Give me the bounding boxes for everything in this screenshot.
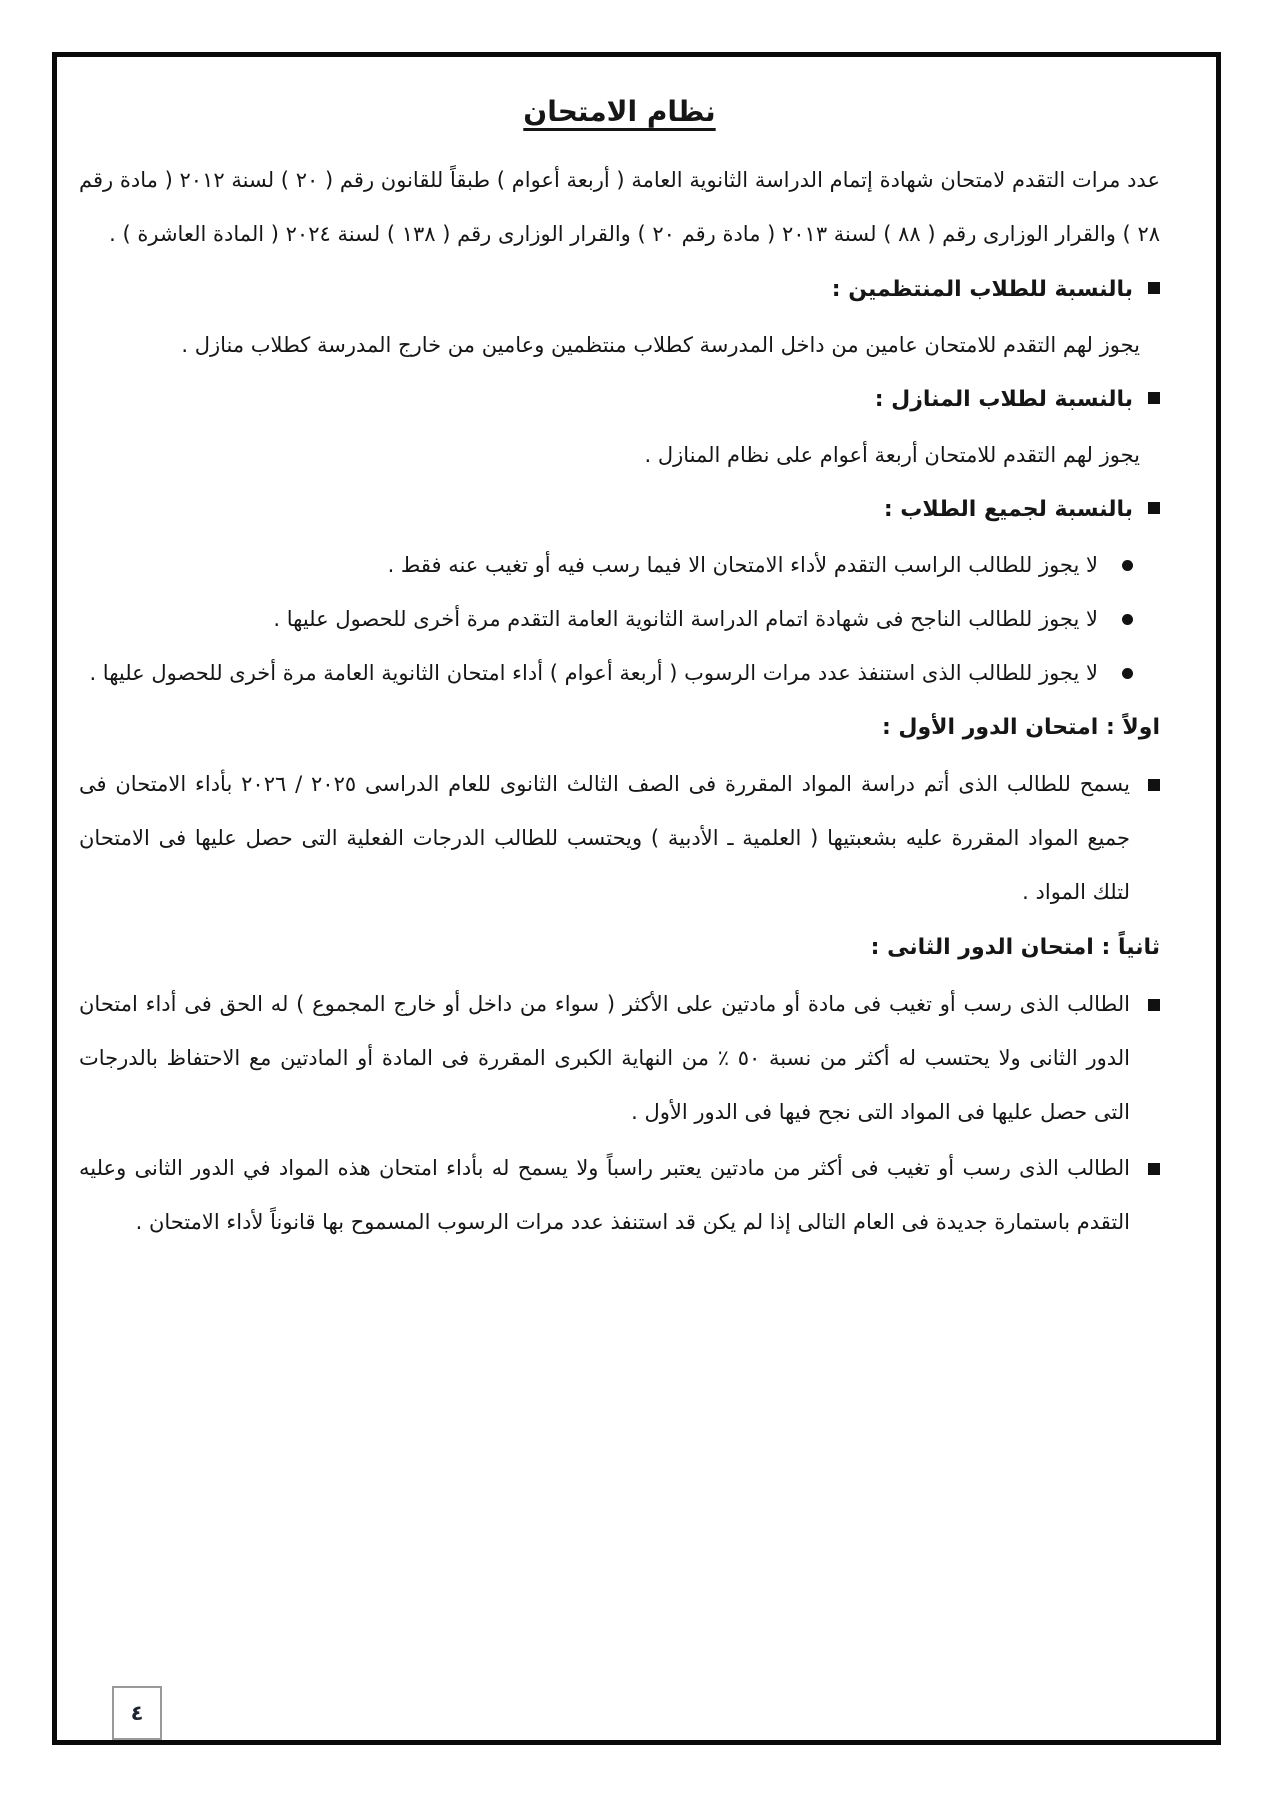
first-round-rule: يسمح للطالب الذى أتم دراسة المواد المقررة فى الصف الثالث الثانوى للعام الدراسى ٢٠٢٥ / ٢٠٢٦ بأداء الامتحان فى جميع المواد المقررة عليه بشعبتيها ( العلمية ـ الأدبية ) ويحتسب للطالب الدرجات الفعلية التى حصل عليها فى الامتحان لتلك المواد . bbox=[79, 772, 1130, 904]
page-border-frame bbox=[52, 52, 1221, 1745]
all-students-rule-1: لا يجوز للطالب الراسب التقدم لأداء الامتحان الا فيما رسب فيه أو تغيب عنه فقط . bbox=[387, 553, 1098, 577]
list-item bbox=[79, 1141, 1160, 1249]
round-bullet-icon bbox=[1122, 614, 1133, 625]
square-bullet-icon bbox=[1148, 502, 1160, 514]
heading-regular-students bbox=[79, 263, 1160, 317]
round-bullet-icon bbox=[1122, 560, 1133, 571]
heading-regular-students-label: بالنسبة للطلاب المنتظمين : bbox=[831, 277, 1133, 302]
list-item bbox=[79, 977, 1160, 1139]
page-number: ٤ bbox=[130, 1701, 144, 1725]
list-item bbox=[79, 538, 1160, 592]
list-item bbox=[79, 592, 1160, 646]
regular-students-text: يجوز لهم التقدم للامتحان عامين من داخل المدرسة كطلاب منتظمين وعامين من خارج المدرسة كطلاب منازل . bbox=[181, 333, 1140, 357]
round-bullet-icon bbox=[1122, 668, 1133, 679]
page-title: نظام الامتحان bbox=[523, 95, 716, 128]
heading-all-students-label: بالنسبة لجميع الطلاب : bbox=[883, 497, 1133, 522]
second-round-rule-1: الطالب الذى رسب أو تغيب فى مادة أو مادتين على الأكثر ( سواء من داخل أو خارج المجموع ) له الحق فى أداء امتحان الدور الثانى ولا يحتسب له أكثر من نسبة ٥٠ ٪ من النهاية الكبرى المقررة فى المادة أو المادتين مع الاحتفاظ بالدرجات التى حصل عليها فى المواد التى نجح فيها فى الدور الأول . bbox=[79, 992, 1130, 1124]
list-item bbox=[79, 646, 1160, 700]
square-bullet-icon bbox=[1148, 779, 1160, 791]
all-students-rule-2: لا يجوز للطالب الناجح فى شهادة اتمام الدراسة الثانوية العامة التقدم مرة أخرى للحصول عليها . bbox=[273, 607, 1098, 631]
square-bullet-icon bbox=[1148, 1163, 1160, 1175]
heading-all-students bbox=[79, 483, 1160, 537]
home-students-text: يجوز لهم التقدم للامتحان أربعة أعوام على نظام المنازل . bbox=[644, 443, 1140, 467]
heading-first-round: اولاً : امتحان الدور الأول : bbox=[881, 715, 1160, 740]
all-students-rule-3: لا يجوز للطالب الذى استنفذ عدد مرات الرسوب ( أربعة أعوام ) أداء امتحان الثانوية العامة مرة أخرى للحصول عليها . bbox=[89, 661, 1098, 685]
heading-home-students bbox=[79, 373, 1160, 427]
list-item bbox=[79, 757, 1160, 919]
second-round-rule-2: الطالب الذى رسب أو تغيب فى أكثر من مادتين يعتبر راسباً ولا يسمح له بأداء امتحان هذه المواد في الدور الثانى وعليه التقدم باستمارة جديدة فى العام التالى إذا لم يكن قد استنفذ عدد مرات الرسوب المسموح بها قانوناً لأداء الامتحان . bbox=[79, 1156, 1130, 1234]
heading-second-round: ثانياً : امتحان الدور الثانى : bbox=[870, 935, 1160, 960]
intro-paragraph: عدد مرات التقدم لامتحان شهادة إتمام الدراسة الثانوية العامة ( أربعة أعوام ) طبقاً للقانون رقم ( ٢٠ ) لسنة ٢٠١٢ ( مادة رقم ٢٨ ) والقرار الوزارى رقم ( ٨٨ ) لسنة ٢٠١٣ ( مادة رقم ٢٠ ) والقرار الوزارى رقم ( ١٣٨ ) لسنة ٢٠٢٤ ( المادة العاشرة ) . bbox=[79, 168, 1160, 246]
page-number-box bbox=[112, 1686, 162, 1740]
square-bullet-icon bbox=[1148, 392, 1160, 404]
heading-home-students-label: بالنسبة لطلاب المنازل : bbox=[874, 387, 1133, 412]
square-bullet-icon bbox=[1148, 282, 1160, 294]
square-bullet-icon bbox=[1148, 999, 1160, 1011]
